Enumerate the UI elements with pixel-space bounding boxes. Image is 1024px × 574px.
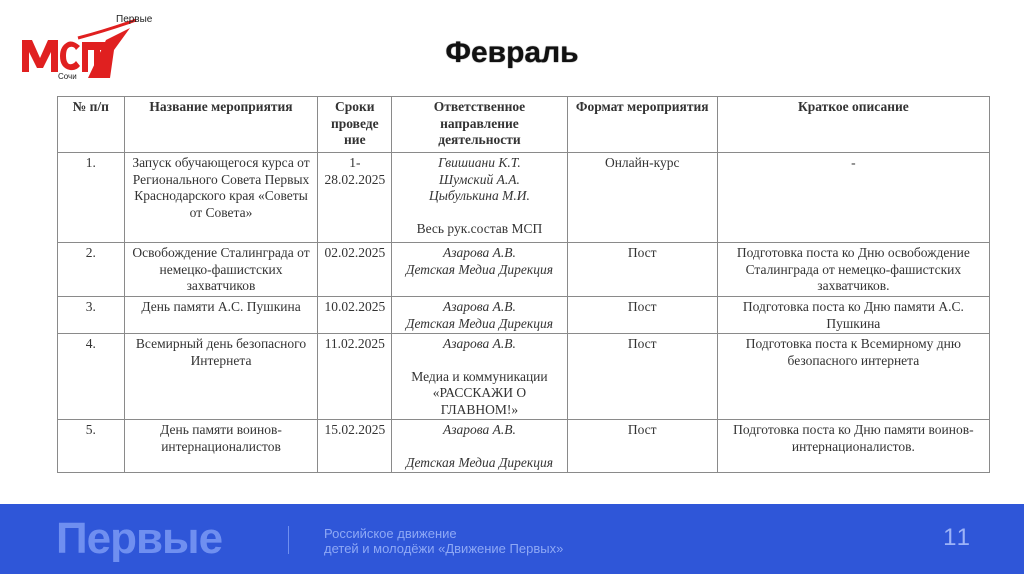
row-format: Пост — [567, 420, 717, 473]
footer-divider — [288, 526, 289, 554]
responsible-person: Цыбулькина М.И. — [429, 188, 530, 203]
page-number: 11 — [943, 524, 972, 551]
row-description: Подготовка поста ко Дню памяти воинов-интернационалистов. — [717, 420, 989, 473]
page-title: Февраль — [445, 36, 579, 69]
header-format: Формат мероприятия — [567, 97, 717, 153]
row-number: 3. — [58, 297, 125, 334]
row-date: 02.02.2025 — [318, 243, 392, 297]
responsible-team: Детская Медиа Дирекция — [405, 454, 553, 470]
table-row — [58, 153, 990, 243]
footer-org-line: детей и молодёжи «Движение Первых» — [324, 541, 564, 556]
footer-brand: Первые — [56, 514, 223, 563]
row-event-name: Освобождение Сталинграда от немецко-фашистских захватчиков — [124, 243, 318, 297]
row-format: Онлайн-курс — [567, 153, 717, 243]
events-table — [57, 96, 990, 473]
row-date: 15.02.2025 — [318, 420, 392, 473]
row-date: 1-28.02.2025 — [318, 153, 392, 243]
row-description: Подготовка поста ко Дню освобождение Сталинграда от немецко-фашистских захватчиков. — [717, 243, 989, 297]
row-description: - — [717, 153, 989, 243]
row-event-name: Всемирный день безопасного Интернета — [124, 334, 318, 420]
row-number: 1. — [58, 153, 125, 243]
logo-top-text: Первые — [116, 14, 153, 25]
row-responsible — [392, 334, 568, 420]
responsible-person: Азарова А.В. — [442, 336, 516, 351]
row-date: 10.02.2025 — [318, 297, 392, 334]
row-format: Пост — [567, 334, 717, 420]
row-description: Подготовка поста к Всемирному дню безопасного интернета — [717, 334, 989, 420]
row-responsible — [392, 297, 568, 334]
responsible-team: Детская Медиа Дирекция — [405, 315, 553, 331]
header-number: № п/п — [58, 97, 125, 153]
row-event-name: Запуск обучающегося курса от Регионального Совета Первых Краснодарского края «Советы от Совета» — [124, 153, 318, 243]
footer-org-line: Российское движение — [324, 526, 457, 541]
table-row — [58, 297, 990, 334]
logo-bottom-text: Сочи — [58, 72, 77, 81]
footer-bar — [0, 504, 1024, 574]
row-date: 11.02.2025 — [318, 334, 392, 420]
row-format: Пост — [567, 297, 717, 334]
row-responsible — [392, 243, 568, 297]
row-format: Пост — [567, 243, 717, 297]
header-responsible: Ответственное направление деятельности — [392, 97, 568, 153]
row-responsible — [392, 153, 568, 243]
table-row — [58, 243, 990, 297]
responsible-person: Азарова А.В. — [442, 299, 516, 314]
row-number: 5. — [58, 420, 125, 473]
footer-organization — [324, 526, 563, 556]
responsible-person: Азарова А.В. — [442, 245, 516, 260]
table-row — [58, 420, 990, 473]
header-description: Краткое описание — [717, 97, 989, 153]
responsible-team: Детская Медиа Дирекция — [405, 261, 553, 277]
row-event-name: День памяти воинов-интернационалистов — [124, 420, 318, 473]
responsible-person: Гвишиани К.Т. — [438, 155, 521, 170]
responsible-team: Весь рук.состав МСП — [416, 220, 543, 236]
row-number: 4. — [58, 334, 125, 420]
responsible-person: Азарова А.В. — [442, 422, 516, 437]
header-dates: Сроки проведе ние — [318, 97, 392, 153]
responsible-person: Шумский А.А. — [439, 171, 520, 187]
row-description: Подготовка поста ко Дню памяти А.С. Пушкина — [717, 297, 989, 334]
row-responsible — [392, 420, 568, 473]
responsible-team: Медиа и коммуникации «РАССКАЖИ О ГЛАВНОМ!» — [411, 368, 548, 417]
row-event-name: День памяти А.С. Пушкина — [124, 297, 318, 334]
table-header-row — [58, 97, 990, 153]
table-row — [58, 334, 990, 420]
header-event-name: Название мероприятия — [124, 97, 318, 153]
row-number: 2. — [58, 243, 125, 297]
